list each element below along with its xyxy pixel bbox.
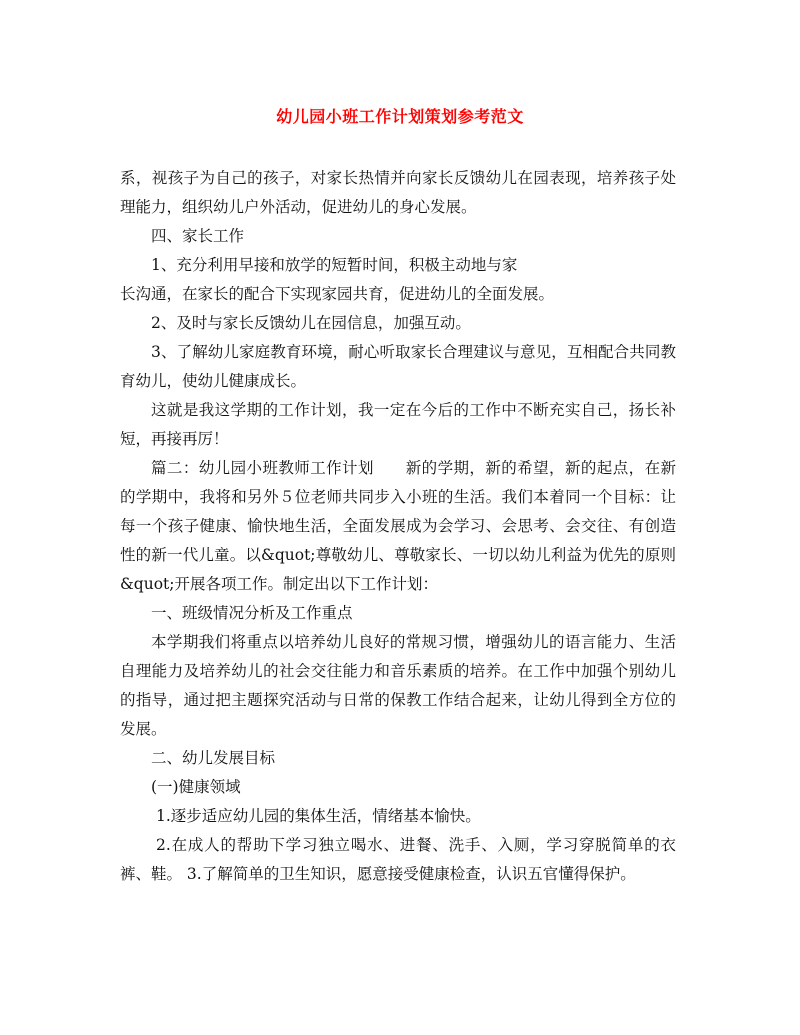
document-title: 幼儿园小班工作计划策划参考范文: [276, 107, 524, 126]
paragraph-9: 一、班级情况分析及工作重点: [151, 604, 353, 622]
paragraph-11: 二、幼儿发展目标: [151, 749, 276, 767]
paragraph-8: 篇二：幼儿园小班教师工作计划 新的学期，新的希望，新的起点，在新的学期中，我将和另外５位老师共同步入小班的生活。我们本着同一个目标：让每一个孩子健康、愉快地生活，全面发展成为会学习、会思考、会交往、有创造性的新一代儿童。以&quot;尊敬幼儿、尊敬家长、一切以幼儿利益为优先的原则&quot;开展各项工作。制定出以下工作计划：: [120, 459, 676, 593]
paragraph-6: 3、了解幼儿家庭教育环境，耐心听取家长合理建议与意见，互相配合共同教育幼儿，使幼儿健康成长。: [120, 343, 676, 390]
paragraph-2: 四、家长工作: [151, 227, 245, 245]
paragraph-10: 本学期我们将重点以培养幼儿良好的常规习惯，增强幼儿的语言能力、生活自理能力及培养幼儿的社会交往能力和音乐素质的培养。在工作中加强个别幼儿的指导，通过把主题探究活动与日常的保教工作结合起来，让幼儿得到全方位的发展。: [120, 633, 676, 738]
paragraph-1: 系，视孩子为自己的孩子，对家长热情并向家长反馈幼儿在园表现，培养孩子处理能力，组织幼儿户外活动，促进幼儿的身心发展。: [120, 169, 676, 216]
paragraph-4: 长沟通，在家长的配合下实现家园共育，促进幼儿的全面发展。: [120, 285, 555, 303]
paragraph-3: 1、充分利用早接和放学的短暂时间，积极主动地与家: [151, 256, 518, 274]
paragraph-12: (一)健康领域: [151, 778, 241, 796]
document-body: [120, 164, 676, 889]
paragraph-13: 1.逐步适应幼儿园的集体生活，情绪基本愉快。: [156, 807, 481, 825]
paragraph-5: 2、及时与家长反馈幼儿在园信息，加强互动。: [151, 314, 471, 332]
paragraph-14: 2.在成人的帮助下学习独立喝水、进餐、洗手、入厕，学习穿脱简单的衣裤、鞋。 3.了解简单的卫生知识，愿意接受健康检查，认识五官懂得保护。: [120, 836, 676, 883]
paragraph-7: 这就是我这学期的工作计划，我一定在今后的工作中不断充实自己，扬长补短，再接再厉！: [120, 401, 676, 448]
